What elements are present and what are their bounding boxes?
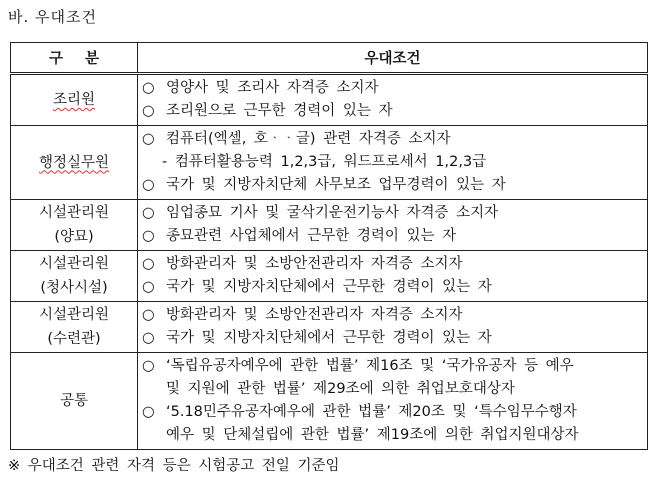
condition-text: 국가 및 지방자치단체에서 근무한 경력이 있는 자	[166, 279, 492, 295]
header-category: 구분	[11, 43, 138, 74]
condition-text: 예우 및 단체설립에 관한 법률’ 제19조에 의한 취업지원대상자	[166, 427, 579, 443]
bullet-circle-icon: ○	[142, 103, 155, 119]
condition-text: 방화관리자 및 소방안전관리자 자격증 소지자	[166, 307, 463, 323]
bullet-circle-icon: ○	[142, 358, 155, 374]
condition-line	[142, 77, 643, 100]
condition-line	[142, 327, 643, 350]
condition-line	[142, 304, 643, 327]
row-category	[11, 302, 138, 353]
category-sublabel: (수련관)	[47, 331, 101, 347]
condition-line	[142, 378, 643, 401]
table-row	[11, 126, 648, 200]
table-header-row	[11, 43, 648, 74]
condition-text: ‘5.18민주유공자예우에 관한 법률’ 제20조 및 ‘특수임무수행자	[166, 404, 577, 420]
bullet-circle-icon: ○	[142, 80, 155, 96]
section-heading: 바. 우대조건	[8, 8, 97, 26]
table-row	[11, 251, 648, 302]
table-row	[11, 302, 648, 353]
category-label: 시설관리원	[38, 205, 110, 221]
condition-line	[142, 174, 643, 197]
row-category	[11, 74, 138, 126]
row-conditions	[138, 200, 648, 251]
bullet-circle-icon: ○	[142, 307, 155, 323]
condition-line	[142, 128, 643, 151]
condition-line	[142, 100, 643, 123]
condition-line	[142, 253, 643, 276]
condition-line	[142, 202, 643, 225]
bullet-circle-icon: ○	[142, 228, 155, 244]
condition-text: 방화관리자 및 소방안전관리자 자격증 소지자	[166, 256, 463, 272]
condition-text: ‘독립유공자예우에 관한 법률’ 제16조 및 ‘국가유공자 등 예우	[166, 358, 574, 374]
condition-line	[142, 424, 643, 447]
bullet-circle-icon: ○	[142, 177, 155, 193]
condition-line	[142, 355, 643, 378]
condition-text: 국가 및 지방자치단체 사무보조 업무경력이 있는 자	[166, 177, 506, 193]
bullet-circle-icon: ○	[142, 279, 155, 295]
row-conditions	[138, 74, 648, 126]
category-label: 조리원	[52, 92, 96, 108]
category-sublabel: (청사시설)	[40, 280, 108, 296]
row-category	[11, 251, 138, 302]
bullet-circle-icon: ○	[142, 404, 155, 420]
condition-line	[142, 401, 643, 424]
condition-line	[142, 276, 643, 299]
row-conditions	[138, 302, 648, 353]
condition-line	[142, 225, 643, 248]
condition-line	[142, 151, 643, 174]
bullet-circle-icon: ○	[142, 205, 155, 221]
condition-text: 임업종묘 기사 및 굴삭기운전기능사 자격증 소지자	[166, 205, 499, 221]
condition-text: 컴퓨터(엑셀, 호ᆞᆞ글) 관련 자격증 소지자	[166, 131, 451, 147]
condition-text: 국가 및 지방자치단체에서 근무한 경력이 있는 자	[166, 330, 492, 346]
condition-text: 종묘관련 사업체에서 근무한 경력이 있는 자	[166, 228, 457, 244]
preference-conditions-table	[10, 42, 648, 450]
row-conditions	[138, 251, 648, 302]
bullet-circle-icon: ○	[142, 330, 155, 346]
footnote: ※ 우대조건 관련 자격 등은 시험공고 전일 기준임	[8, 458, 340, 474]
table-row	[11, 74, 648, 126]
category-label: 공통	[59, 393, 88, 409]
table-row	[11, 200, 648, 251]
row-category	[11, 353, 138, 450]
condition-text: 및 지원에 관한 법률’ 제29조에 의한 취업보호대상자	[166, 381, 515, 397]
condition-text: 조리원으로 근무한 경력이 있는 자	[166, 103, 393, 119]
row-conditions	[138, 126, 648, 200]
row-category	[11, 126, 138, 200]
header-conditions: 우대조건	[138, 43, 648, 74]
condition-text: - 컴퓨터활용능력 1,2,3급, 워드프로세서 1,2,3급	[162, 154, 487, 170]
category-label: 시설관리원	[38, 307, 110, 323]
row-conditions	[138, 353, 648, 450]
condition-text: 영양사 및 조리사 자격증 소지자	[166, 80, 379, 96]
bullet-circle-icon: ○	[142, 256, 155, 272]
category-label: 시설관리원	[38, 256, 110, 272]
row-category	[11, 200, 138, 251]
category-label: 행정실무원	[38, 154, 110, 171]
category-sublabel: (양묘)	[54, 229, 94, 245]
table-row	[11, 353, 648, 450]
bullet-circle-icon: ○	[142, 131, 155, 147]
